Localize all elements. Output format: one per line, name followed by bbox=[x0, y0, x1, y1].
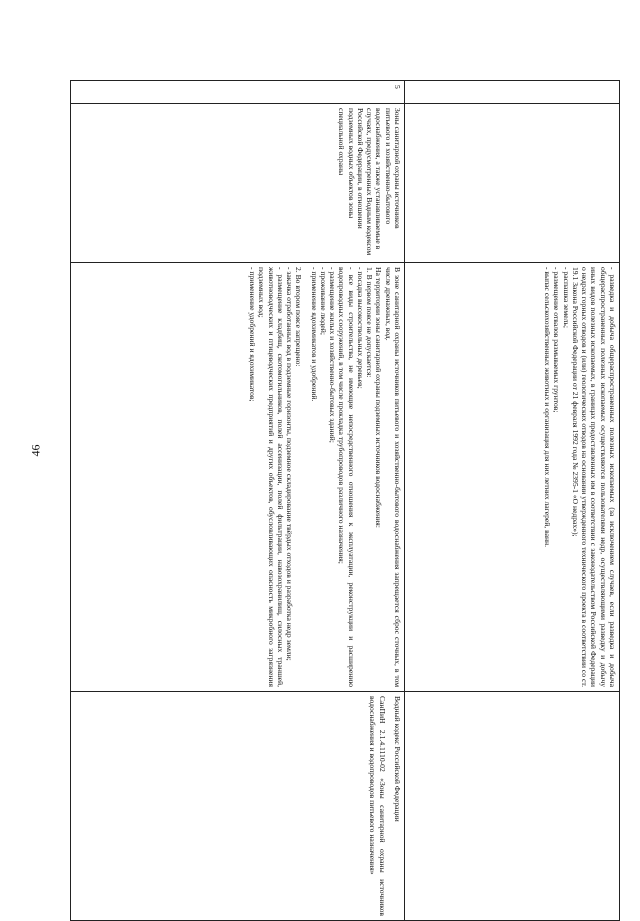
restriction-line: - применение ядохимикатов и удобрений. bbox=[309, 267, 319, 402]
rotated-page-content bbox=[70, 80, 620, 916]
restriction-line: 2. Во втором поясе запрещено: bbox=[294, 267, 304, 367]
table-row-top bbox=[405, 81, 620, 921]
row-number-cell: 5 bbox=[71, 81, 405, 104]
restriction-line: На территории зоны санитарной охраны подземных источников водоснабжения: bbox=[374, 267, 384, 528]
restriction-line: - размещение отвалов размываемых грунтов; bbox=[552, 267, 562, 413]
page-number: 46 bbox=[28, 444, 43, 457]
regulations-table bbox=[70, 80, 620, 921]
restriction-line: 1. В первом поясе не допускается: bbox=[365, 267, 375, 378]
restrictions-cell bbox=[71, 263, 405, 692]
zone-name: Зоны санитарной охраны источников питьевого и хозяйственно-бытового водоснабжения, а также устанавливаемые в случаях, предусмотренных Водным кодексом Российской Федерации, в отношении подземных водных объектов зоны специальной охраны bbox=[337, 108, 402, 256]
restriction-line: - закачка отработанных вод в подземные горизонты, подземное складирование твёрдых отходов и разработка недр земли; bbox=[285, 267, 295, 661]
restriction-line: - посадка высокоствольных деревьев; bbox=[356, 267, 365, 389]
restriction-line: - выпас сельскохозяйственных животных и организация для них летних лагерей, ванн. bbox=[543, 267, 553, 547]
legal-doc: СанПиН 2.1.4.1110-02 «Зоны санитарной охраны источников водоснабжения и водопроводов питьевого назначения» bbox=[368, 696, 387, 916]
restriction-line: - размещение кладбищ, скотомогильников, полей ассенизации, полей фильтрации, навозохранилищ, силосных траншей, животноводческих и птицеводческих предприятий и других объектов, обусловливающих опасность микробного загрязнения подземных вод; bbox=[257, 267, 285, 687]
restriction-line: - разведка и добыча общераспространенных полезных ископаемых (за исключением случаев, если разведка и добыча общераспространенных полезных ископаемых осуществляются пользователями недр, осуществляющими разведку и добычу иных видов полезных ископаемых, в границах предоставленных им в соответствии с законодательством Российской Федерации о недрах горных отводов и (или) геологических отводов на основании утвержденного технического проекта в соответствии со ст. 19.1 Закона Российской Федерации от 21 февраля 1992 года № 2395-1 «О недрах»); bbox=[571, 267, 617, 687]
legal-doc: Водный кодекс Российской Федерации bbox=[393, 696, 402, 822]
restrictions-cell bbox=[405, 263, 620, 692]
zone-name-cell bbox=[405, 104, 620, 263]
restriction-line: - все виды строительства, не имеющие непосредственного отношения к эксплуатации, реконструкции и расширению водопроводных сооружений, в том числе прокладка трубопроводов различного назначения; bbox=[337, 267, 356, 687]
table-row-5 bbox=[71, 81, 405, 921]
restriction-line: В зоне санитарной охраны источников питьевого и хозяйственно-бытового водоснабжения запрещается сброс сточных, в том числе дренажных, вод. bbox=[383, 267, 402, 687]
restriction-line: - распашка земель; bbox=[561, 267, 571, 328]
legal-docs-cell bbox=[71, 692, 405, 921]
restriction-line: - размещение жилых и хозяйственно-бытовых зданий; bbox=[328, 267, 338, 443]
restriction-line: - проживание людей; bbox=[319, 267, 328, 335]
zone-name-cell bbox=[71, 104, 405, 263]
restriction-line: - применение удобрений и ядохимикатов; bbox=[248, 267, 258, 402]
legal-docs-cell bbox=[405, 692, 620, 921]
row-number-cell bbox=[405, 81, 620, 104]
